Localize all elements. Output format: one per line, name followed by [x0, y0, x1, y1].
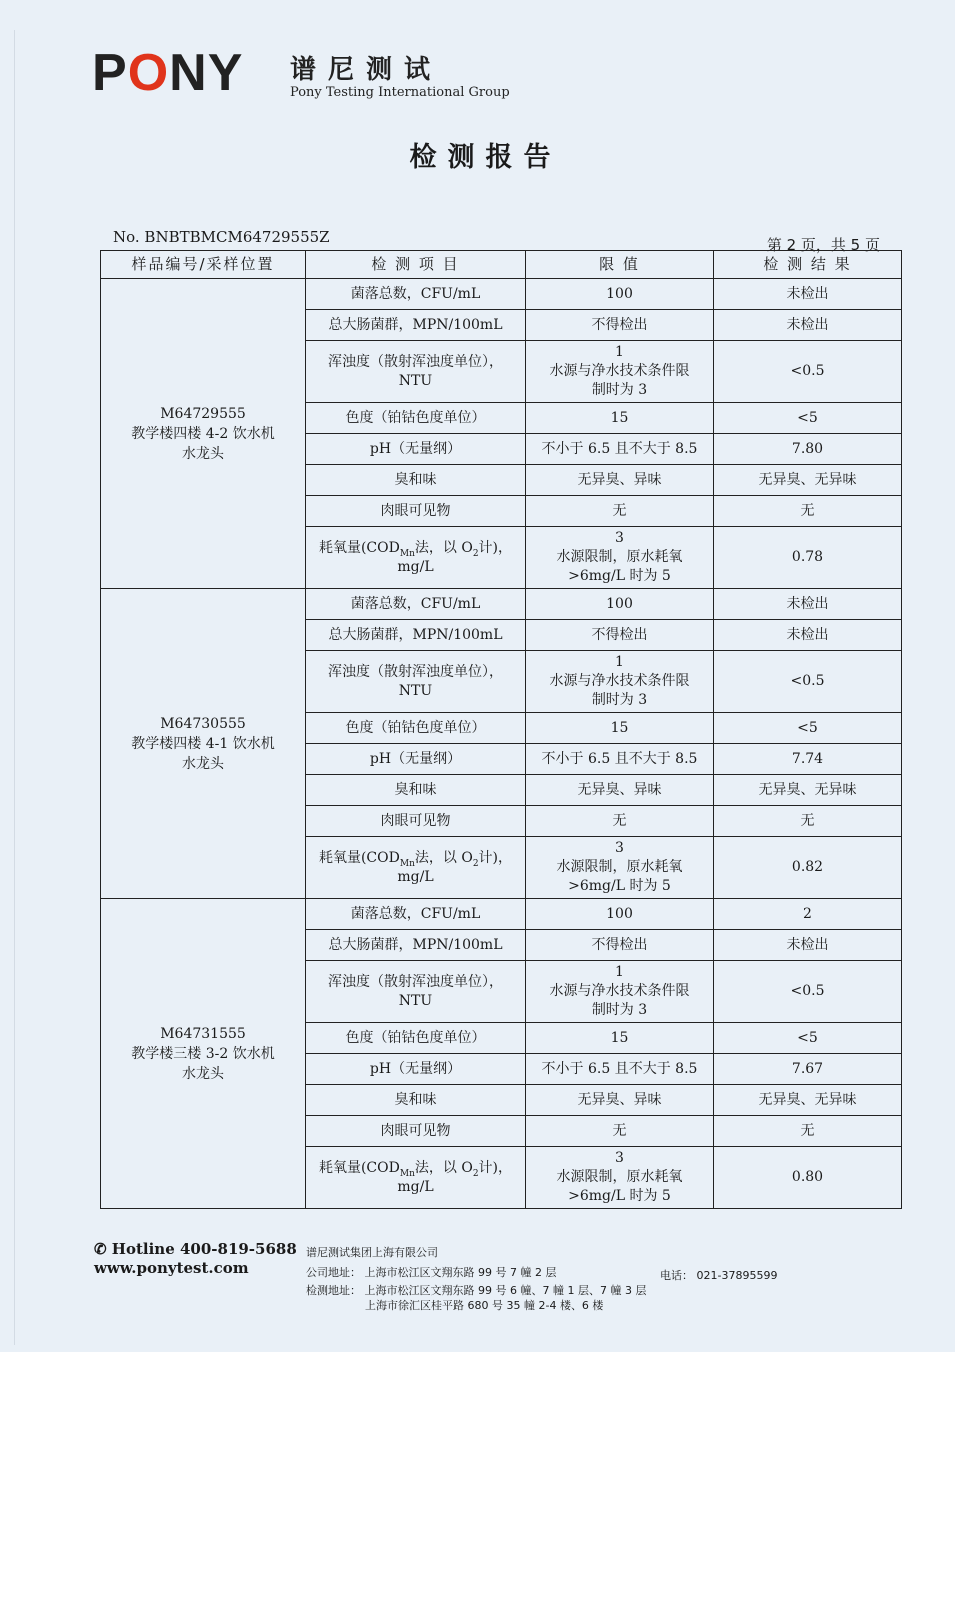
- table-row: [101, 279, 902, 310]
- limit-value: 不小于 6.5 且不大于 8.5: [541, 440, 698, 457]
- result-cell: [714, 1023, 902, 1054]
- test-item: 法，以 O: [414, 539, 473, 556]
- result-cell: [714, 806, 902, 837]
- limit-value: 15: [610, 409, 629, 426]
- result-value: <5: [797, 719, 818, 736]
- test-item: 浑浊度（散射浑浊度单位），: [328, 973, 503, 990]
- page-info: 第 2 页，共 5 页: [766, 236, 880, 254]
- result-cell: [714, 837, 902, 899]
- test-item: pH（无量纲）: [369, 1060, 462, 1077]
- test-item-cell: [306, 837, 526, 899]
- results-table: [100, 250, 902, 1209]
- result-cell: [714, 1054, 902, 1085]
- result-cell: [714, 744, 902, 775]
- result-cell: [714, 465, 902, 496]
- limit-cell: [526, 527, 714, 589]
- limit-note: >6mg/L 时为 5: [568, 568, 671, 584]
- report-title: 检测报告: [409, 142, 562, 173]
- logo-wordmark: PONY: [92, 44, 244, 102]
- result-value: 无异臭、无异味: [758, 471, 857, 488]
- test-item: 肉眼可见物: [380, 502, 451, 519]
- limit-value: 3: [615, 530, 624, 546]
- limit-value: 无: [612, 812, 627, 829]
- result-value: 无: [800, 812, 815, 829]
- result-value: 无: [800, 1122, 815, 1139]
- result-cell: [714, 527, 902, 589]
- limit-cell: [526, 279, 714, 310]
- test-item-unit: NTU: [398, 682, 433, 699]
- test-item-cell: [306, 434, 526, 465]
- test-item: 菌落总数，CFU/mL: [350, 285, 481, 302]
- limit-note: 水源限制，原水耗氧: [556, 549, 683, 565]
- limit-cell: [526, 403, 714, 434]
- test-item: 色度（铂钴色度单位）: [345, 719, 486, 736]
- logo-english-name: Pony Testing International Group: [290, 85, 510, 100]
- limit-cell: [526, 341, 714, 403]
- limit-note: 制时为 3: [591, 1002, 648, 1018]
- test-item-cell: [306, 589, 526, 620]
- sample-cell: [101, 899, 306, 1209]
- test-item: 耗氧量(COD: [318, 1159, 400, 1176]
- test-item-cell: [306, 961, 526, 1023]
- test-item-cell: [306, 1054, 526, 1085]
- limit-cell: [526, 806, 714, 837]
- result-cell: [714, 341, 902, 403]
- result-value: 0.82: [791, 859, 824, 875]
- limit-note: >6mg/L 时为 5: [568, 878, 671, 894]
- test-item: 总大肠菌群，MPN/100mL: [328, 626, 503, 643]
- limit-cell: [526, 620, 714, 651]
- header-sample: 样品编号/采样位置: [101, 251, 306, 279]
- limit-value: 3: [615, 1150, 624, 1166]
- report-number: No. BNBTBMCM64729555Z: [113, 228, 330, 246]
- limit-cell: [526, 961, 714, 1023]
- result-value: 未检出: [786, 316, 829, 333]
- limit-value: 1: [615, 654, 624, 670]
- test-item-cell: [306, 713, 526, 744]
- limit-cell: [526, 713, 714, 744]
- test-item: 法，以 O: [414, 1159, 473, 1176]
- limit-value: 无异臭、异味: [577, 471, 662, 488]
- test-item-cell: [306, 341, 526, 403]
- limit-value: 无: [612, 502, 627, 519]
- test-item-unit: NTU: [398, 992, 433, 1009]
- test-item-unit: mg/L: [397, 558, 434, 575]
- limit-cell: [526, 465, 714, 496]
- limit-value: 15: [610, 719, 629, 736]
- result-cell: [714, 434, 902, 465]
- result-cell: [714, 651, 902, 713]
- sample-location: 水龙头: [182, 755, 224, 772]
- logo-chinese-name: 谱尼测试: [290, 55, 443, 85]
- limit-note: 水源与净水技术条件限: [549, 673, 690, 689]
- test-item: 浑浊度（散射浑浊度单位），: [328, 663, 503, 680]
- test-item-cell: [306, 465, 526, 496]
- test-item: 菌落总数，CFU/mL: [350, 595, 481, 612]
- limit-cell: [526, 899, 714, 930]
- hotline: ✆ Hotline 400-819-5688: [94, 1240, 297, 1258]
- test-item: 臭和味: [394, 1091, 437, 1108]
- table-row: [101, 589, 902, 620]
- limit-cell: [526, 589, 714, 620]
- result-cell: [714, 496, 902, 527]
- result-value: 无异臭、无异味: [758, 781, 857, 798]
- result-value: 未检出: [786, 936, 829, 953]
- test-item: 肉眼可见物: [380, 812, 451, 829]
- test-item-cell: [306, 620, 526, 651]
- header-limit: 限 值: [526, 251, 714, 279]
- limit-value: 1: [615, 344, 624, 360]
- result-cell: [714, 713, 902, 744]
- test-address-2: 上海市徐汇区桂平路 680 号 35 幢 2-4 楼、6 楼: [365, 1299, 604, 1312]
- limit-cell: [526, 1116, 714, 1147]
- company-logo: [92, 44, 510, 102]
- limit-cell: [526, 1023, 714, 1054]
- result-cell: [714, 310, 902, 341]
- test-item-cell: [306, 1085, 526, 1116]
- test-item: 总大肠菌群，MPN/100mL: [328, 936, 503, 953]
- sample-cell: [101, 589, 306, 899]
- sample-location: 水龙头: [182, 1065, 224, 1082]
- result-cell: [714, 899, 902, 930]
- result-cell: [714, 1116, 902, 1147]
- limit-value: 15: [610, 1029, 629, 1046]
- company-address: 公司地址： 上海市松江区文翔东路 99 号 7 幢 2 层: [306, 1266, 557, 1279]
- limit-cell: [526, 1054, 714, 1085]
- test-item: 耗氧量(COD: [318, 849, 400, 866]
- result-cell: [714, 589, 902, 620]
- result-value: <0.5: [790, 673, 825, 689]
- subscript: 2: [472, 858, 479, 869]
- result-value: 2: [803, 905, 812, 922]
- subscript: Mn: [399, 858, 415, 869]
- test-item: 臭和味: [394, 471, 437, 488]
- test-item: 臭和味: [394, 781, 437, 798]
- test-item: 浑浊度（散射浑浊度单位），: [328, 353, 503, 370]
- limit-cell: [526, 310, 714, 341]
- result-value: 0.80: [791, 1169, 824, 1185]
- result-cell: [714, 279, 902, 310]
- sample-id: M64730555: [160, 715, 246, 732]
- result-value: <5: [797, 1029, 818, 1046]
- limit-value: 100: [606, 595, 633, 612]
- test-item: 色度（铂钴色度单位）: [345, 1029, 486, 1046]
- test-item-cell: [306, 930, 526, 961]
- subscript: Mn: [399, 1168, 415, 1179]
- result-value: 未检出: [786, 285, 829, 302]
- limit-note: 水源与净水技术条件限: [549, 363, 690, 379]
- test-item-cell: [306, 403, 526, 434]
- test-address-1: 检测地址： 上海市松江区文翔东路 99 号 6 幢、7 幢 1 层、7 幢 3 层: [306, 1284, 647, 1297]
- test-item-unit: NTU: [398, 372, 433, 389]
- phone-number: 电话： 021-37895599: [660, 1269, 778, 1282]
- result-value: 0.78: [791, 549, 824, 565]
- result-value: 7.67: [791, 1060, 824, 1077]
- result-cell: [714, 620, 902, 651]
- sample-id: M64729555: [160, 405, 246, 422]
- sample-location: 教学楼四楼 4-2 饮水机: [131, 425, 275, 442]
- result-value: <0.5: [790, 363, 825, 379]
- result-cell: [714, 961, 902, 1023]
- test-item-cell: [306, 744, 526, 775]
- sample-location: 教学楼三楼 3-2 饮水机: [131, 1045, 275, 1062]
- result-value: 未检出: [786, 595, 829, 612]
- website-link[interactable]: www.ponytest.com: [94, 1259, 249, 1277]
- page-edge-shadow: [14, 30, 15, 1345]
- limit-note: 制时为 3: [591, 692, 648, 708]
- result-value: 7.74: [791, 750, 824, 767]
- test-item-cell: [306, 1023, 526, 1054]
- test-item-cell: [306, 279, 526, 310]
- test-item-cell: [306, 1116, 526, 1147]
- result-value: 未检出: [786, 626, 829, 643]
- test-item-cell: [306, 775, 526, 806]
- result-value: 无异臭、无异味: [758, 1091, 857, 1108]
- test-item-cell: [306, 899, 526, 930]
- subscript: 2: [472, 1168, 479, 1179]
- test-item-cell: [306, 310, 526, 341]
- sample-location: 教学楼四楼 4-1 饮水机: [131, 735, 275, 752]
- limit-cell: [526, 1085, 714, 1116]
- company-name: 谱尼测试集团上海有限公司: [306, 1246, 438, 1259]
- result-cell: [714, 403, 902, 434]
- limit-value: 1: [615, 964, 624, 980]
- limit-value: 不小于 6.5 且不大于 8.5: [541, 1060, 698, 1077]
- limit-cell: [526, 496, 714, 527]
- test-item-cell: [306, 1147, 526, 1209]
- limit-cell: [526, 930, 714, 961]
- header-result: 检 测 结 果: [714, 251, 902, 279]
- limit-note: 水源与净水技术条件限: [549, 983, 690, 999]
- test-item-unit: mg/L: [397, 868, 434, 885]
- test-item-unit: mg/L: [397, 1178, 434, 1195]
- test-item-cell: [306, 651, 526, 713]
- result-value: 7.80: [791, 440, 824, 457]
- result-value: 无: [800, 502, 815, 519]
- result-value: <0.5: [790, 983, 825, 999]
- result-value: <5: [797, 409, 818, 426]
- limit-cell: [526, 434, 714, 465]
- test-item: 法，以 O: [414, 849, 473, 866]
- test-item: 计)，: [478, 1159, 513, 1176]
- test-item: 肉眼可见物: [380, 1122, 451, 1139]
- footer-contact: [94, 1240, 297, 1278]
- limit-note: 水源限制，原水耗氧: [556, 859, 683, 875]
- limit-value: 100: [606, 285, 633, 302]
- table-body: [101, 279, 902, 1209]
- limit-cell: [526, 651, 714, 713]
- test-item: 总大肠菌群，MPN/100mL: [328, 316, 503, 333]
- limit-cell: [526, 837, 714, 899]
- limit-value: 无: [612, 1122, 627, 1139]
- result-cell: [714, 1147, 902, 1209]
- sample-cell: [101, 279, 306, 589]
- table-header-row: [101, 251, 902, 279]
- limit-value: 100: [606, 905, 633, 922]
- limit-value: 无异臭、异味: [577, 1091, 662, 1108]
- limit-cell: [526, 744, 714, 775]
- sample-location: 水龙头: [182, 445, 224, 462]
- limit-note: >6mg/L 时为 5: [568, 1188, 671, 1204]
- limit-cell: [526, 775, 714, 806]
- test-item: pH（无量纲）: [369, 440, 462, 457]
- limit-value: 3: [615, 840, 624, 856]
- header-item: 检 测 项 目: [306, 251, 526, 279]
- limit-value: 不得检出: [591, 316, 648, 333]
- limit-cell: [526, 1147, 714, 1209]
- result-cell: [714, 775, 902, 806]
- test-item: 色度（铂钴色度单位）: [345, 409, 486, 426]
- limit-value: 不小于 6.5 且不大于 8.5: [541, 750, 698, 767]
- test-item-cell: [306, 806, 526, 837]
- table-row: [101, 899, 902, 930]
- subscript: 2: [472, 548, 479, 559]
- test-item-cell: [306, 496, 526, 527]
- test-item: pH（无量纲）: [369, 750, 462, 767]
- limit-value: 不得检出: [591, 936, 648, 953]
- test-item: 计)，: [478, 539, 513, 556]
- test-item: 菌落总数，CFU/mL: [350, 905, 481, 922]
- result-cell: [714, 930, 902, 961]
- result-cell: [714, 1085, 902, 1116]
- test-item-cell: [306, 527, 526, 589]
- limit-value: 不得检出: [591, 626, 648, 643]
- limit-note: 制时为 3: [591, 382, 648, 398]
- limit-note: 水源限制，原水耗氧: [556, 1169, 683, 1185]
- sample-id: M64731555: [160, 1025, 246, 1042]
- limit-value: 无异臭、异味: [577, 781, 662, 798]
- subscript: Mn: [399, 548, 415, 559]
- test-item: 耗氧量(COD: [318, 539, 400, 556]
- test-item: 计)，: [478, 849, 513, 866]
